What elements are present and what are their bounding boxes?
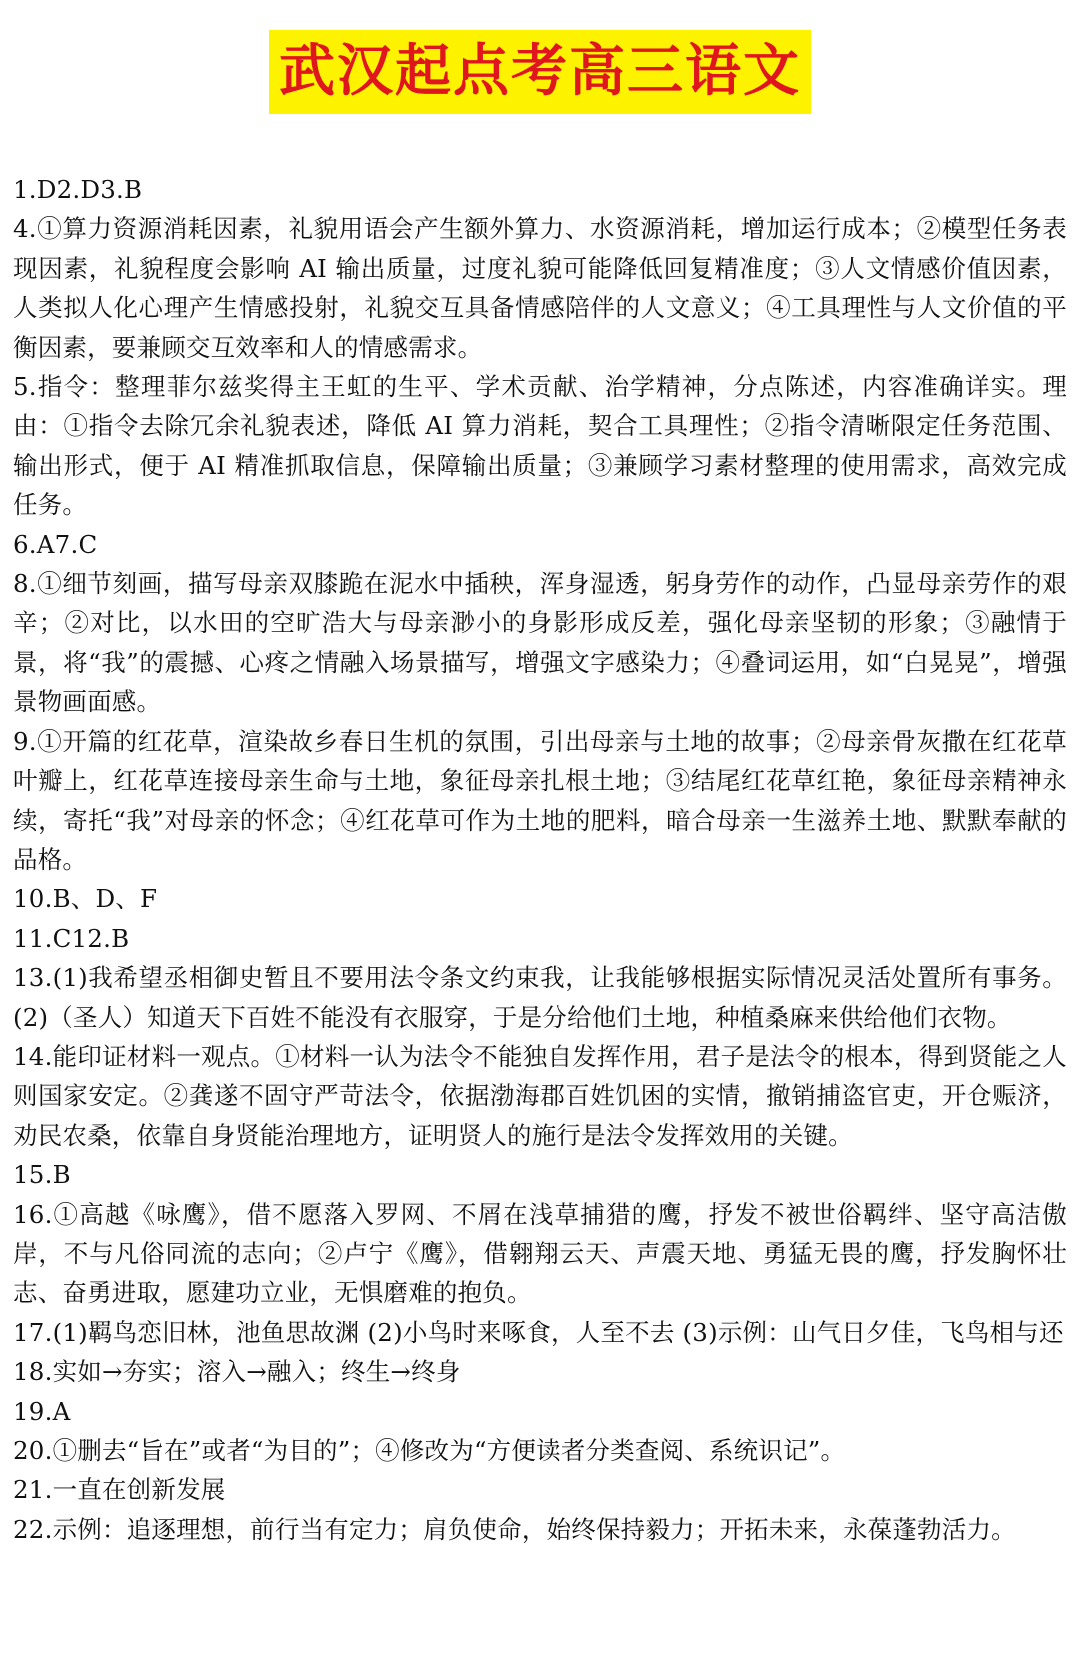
- answer-item: 20.①删去“旨在”或者“为目的”；④修改为“方便读者分类查阅、系统识记”。: [13, 1436, 846, 1465]
- answer-item: 17.(1)羁鸟恋旧林，池鱼思故渊 (2)小鸟时来啄食，人至不去 (3)示例：山气日夕佳，飞鸟相与还: [13, 1317, 1064, 1347]
- answer-item: 10.B、D、F: [13, 884, 158, 914]
- answer-item: 21.一直在创新发展: [13, 1475, 226, 1505]
- answer-item: 16.①高越《咏鹰》，借不愿落入罗网、不屑在浅草捕猎的鹰，抒发不被世俗羁绊、坚守高洁傲岸，不与凡俗同流的志向；②卢宁《鹰》，借翱翔云天、声震天地、勇猛无畏的鹰，抒发胸怀壮志、奋勇进取，愿建功立业，无惧磨难的抱负。: [13, 1199, 1067, 1308]
- answer-item: 11.C12.B: [13, 923, 130, 953]
- answer-item: 5.指令：整理菲尔兹奖得主王虹的生平、学术贡献、治学精神，分点陈述，内容准确详实。理由：①指令去除冗余礼貌表述，降低 AI 算力消耗，契合工具理性；②指令清晰限定任务范围、输出形式，便于 AI 精准抓取信息，保障输出质量；③兼顾学习素材整理的使用需求，高效完成任务。: [13, 372, 1067, 520]
- answer-item: 8.①细节刻画，描写母亲双膝跪在泥水中插秧，浑身湿透，躬身劳作的动作，凸显母亲劳作的艰辛；②对比，以水田的空旷浩大与母亲渺小的身影形成反差，强化母亲坚韧的形象；③融情于景，将“我”的震撼、心疼之情融入场景描写，增强文字感染力；④叠词运用，如“白晃晃”，增强景物画面感。: [13, 569, 1067, 717]
- answer-item: 22.示例：追逐理想，前行当有定力；肩负使命，始终保持毅力；开拓未来，永葆蓬勃活力。: [13, 1514, 1016, 1544]
- answer-item: 4.①算力资源消耗因素，礼貌用语会产生额外算力、水资源消耗，增加运行成本；②模型任务表现因素，礼貌程度会影响 AI 输出质量，过度礼貌可能降低回复精准度；③人文情感价值因素，人类拟人化心理产生情感投射，礼貌交互具备情感陪伴的人文意义；④工具理性与人文价值的平衡因素，要兼顾交互效率和人的情感需求。: [13, 214, 1067, 362]
- answer-item: 14.能印证材料一观点。①材料一认为法令不能独自发挥作用，君子是法令的根本，得到贤能之人则国家安定。②龚遂不固守严苛法令，依据渤海郡百姓饥困的实情，撤销捕盗官吏，开仓赈济，劝民农桑，依靠自身贤能治理地方，证明贤人的施行是法令发挥效用的关键。: [13, 1041, 1067, 1150]
- answer-item: 19.A: [13, 1396, 71, 1426]
- answer-item: 15.B: [13, 1160, 71, 1190]
- answer-item: 9.①开篇的红花草，渲染故乡春日生机的氛围，引出母亲与土地的故事；②母亲骨灰撒在红花草叶瓣上，红花草连接母亲生命与土地，象征母亲扎根土地；③结尾红花草红艳，象征母亲精神永续，寄托“我”对母亲的怀念；④红花草可作为土地的肥料，暗合母亲一生滋养土地、默默奉献的品格。: [13, 726, 1067, 874]
- answer-item: 6.A7.C: [13, 529, 98, 559]
- answer-item: 13.(1)我希望丞相御史暂且不要用法令条文约束我，让我能够根据实际情况灵活处置所有事务。(2)（圣人）知道天下百姓不能没有衣服穿，于是分给他们土地，种植桑麻来供给他们衣物。: [13, 963, 1067, 1032]
- page-title: 武汉起点考高三语文: [269, 30, 811, 114]
- answer-item: 1.D2.D3.B: [13, 175, 143, 204]
- answer-item: 18.实如→夯实；溶入→融入；终生→终身: [13, 1357, 461, 1387]
- answer-list: [13, 170, 1067, 1549]
- title-banner: [0, 30, 1080, 114]
